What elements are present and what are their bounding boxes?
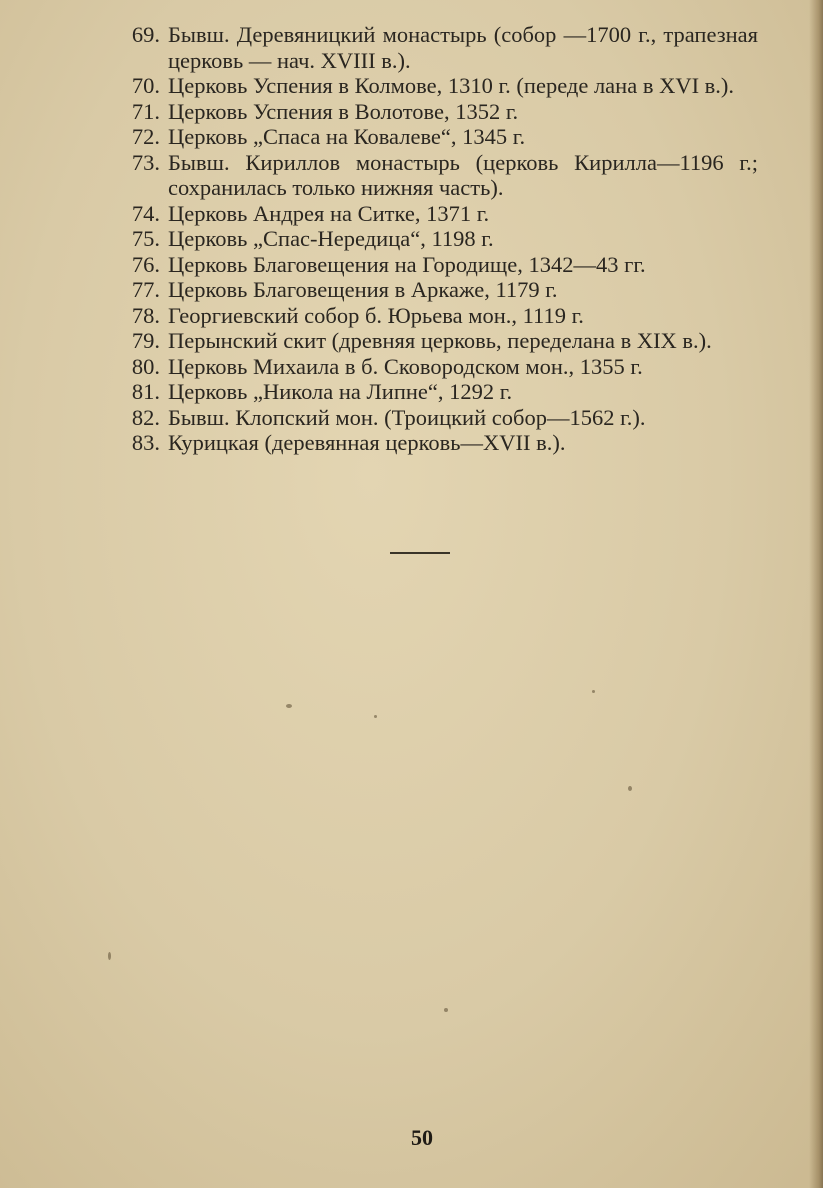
list-item	[112, 201, 758, 227]
paper-speck	[628, 786, 632, 791]
list-item	[112, 22, 758, 73]
list-item	[112, 354, 758, 380]
item-number: 75.	[131, 226, 160, 251]
item-number: 83.	[131, 430, 160, 455]
list-item	[112, 328, 758, 354]
item-text: Церковь Благовещения в Аркаже, 1179 г.	[168, 277, 558, 302]
item-number: 82.	[131, 404, 160, 430]
item-number: 79.	[131, 328, 160, 353]
item-text: Бывш. Клопский мон. (Троицкий собор—1562 г.).	[168, 404, 646, 430]
item-number: 73.	[131, 149, 160, 175]
item-number: 77.	[131, 277, 160, 302]
page-binding-edge	[809, 0, 823, 1188]
list-item	[112, 430, 758, 456]
monument-list	[112, 22, 758, 456]
item-text: Церковь Успения в Колмове, 1310 г. (переде лана в XVI в.).	[168, 73, 735, 98]
list-item	[112, 99, 758, 125]
item-text: Церковь „Никола на Липне“, 1292 г.	[168, 379, 513, 404]
item-text: Церковь Андрея на Ситке, 1371 г.	[168, 200, 490, 226]
paper-speck	[374, 715, 377, 718]
paper-speck	[444, 1008, 448, 1012]
item-text: Перынский скит (древняя церковь, переделана в XIX в.).	[168, 328, 712, 353]
item-number: 74.	[131, 200, 160, 226]
item-text: Церковь Успения в Волотове, 1352 г.	[168, 98, 519, 124]
list-item	[112, 379, 758, 405]
item-number: 71.	[131, 98, 160, 124]
item-text: Церковь Благовещения на Городище, 1342—43 гг.	[168, 251, 646, 277]
item-text: Курицкая (деревянная церковь—XVII в.).	[168, 430, 566, 455]
item-number: 69.	[131, 22, 160, 47]
item-text: Церковь Михаила в б. Сковородском мон., 1355 г.	[168, 353, 643, 379]
item-text: Церковь „Спаса на Ковалеве“, 1345 г.	[168, 124, 526, 149]
page-number: 50	[411, 1125, 433, 1150]
list-item	[112, 405, 758, 431]
paper-speck	[286, 704, 292, 708]
item-text: Бывш. Кириллов монастырь (церковь Кирилла—1196 г.; сохранилась только нижняя часть).	[168, 149, 758, 200]
list-item	[112, 124, 758, 150]
item-text: Церковь „Спас-Нередица“, 1198 г.	[168, 226, 494, 251]
list-item	[112, 303, 758, 329]
list-item	[112, 226, 758, 252]
item-text: Георгиевский собор б. Юрьева мон., 1119 г.	[168, 302, 584, 328]
item-number: 80.	[131, 353, 160, 379]
paper-speck	[592, 690, 595, 693]
item-number: 81.	[131, 379, 160, 404]
item-number: 78.	[131, 302, 160, 328]
paper-speck	[108, 952, 111, 960]
list-item	[112, 252, 758, 278]
item-number: 76.	[131, 251, 160, 277]
item-number: 72.	[131, 124, 160, 149]
item-text: Бывш. Деревяницкий монастырь (собор —1700 г., трапезная церковь — нач. XVIII в.).	[168, 22, 758, 73]
section-divider	[390, 552, 450, 554]
list-item	[112, 277, 758, 303]
list-item	[112, 150, 758, 201]
item-number: 70.	[131, 73, 160, 98]
list-item	[112, 73, 758, 99]
